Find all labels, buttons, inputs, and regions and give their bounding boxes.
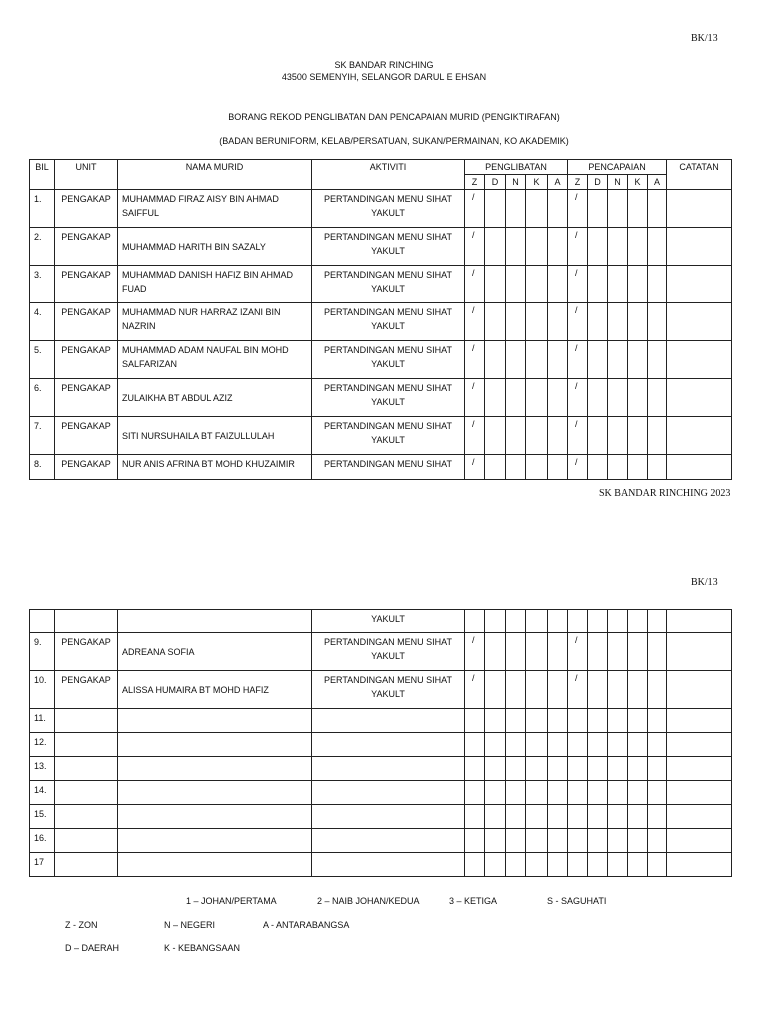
row-activity: PERTANDINGAN MENU SIHAT YAKULT (312, 633, 465, 671)
row-bil: 6. (30, 379, 55, 417)
row-name: NUR ANIS AFRINA BT MOHD KHUZAIMIR (118, 455, 312, 480)
pencapaian-z-mark: / (568, 303, 588, 341)
row-activity: PERTANDINGAN MENU SIHAT YAKULT (312, 303, 465, 341)
row-catatan (667, 633, 732, 671)
row-catatan (667, 379, 732, 417)
row-bil: 8. (30, 455, 55, 480)
pencapaian-z-mark: / (568, 671, 588, 709)
legend-negeri: N – NEGERI (164, 920, 216, 930)
sub-header-z: Z (568, 175, 588, 190)
table-row (30, 853, 732, 877)
table-row (30, 781, 732, 805)
penglibatan-z-mark: / (465, 190, 485, 228)
row-activity: PERTANDINGAN MENU SIHAT YAKULT (312, 228, 465, 266)
table-row (30, 709, 732, 733)
legend-saguhati: S - SAGUHATI (547, 896, 607, 906)
header-pencapaian: PENCAPAIAN (568, 160, 667, 175)
row-activity: PERTANDINGAN MENU SIHAT YAKULT (312, 266, 465, 303)
pencapaian-z-mark: / (568, 190, 588, 228)
table-row (30, 190, 732, 228)
row-activity: PERTANDINGAN MENU SIHAT YAKULT (312, 671, 465, 709)
school-address: 43500 SEMENYIH, SELANGOR DARUL E EHSAN (281, 72, 487, 82)
penglibatan-z-mark: / (465, 455, 485, 480)
legend-antarabangsa: A - ANTARABANGSA (263, 920, 350, 930)
row-activity: PERTANDINGAN MENU SIHAT (312, 455, 465, 480)
pencapaian-z-mark: / (568, 266, 588, 303)
row-name: MUHAMMAD NUR HARRAZ IZANI BIN NAZRIN (118, 303, 312, 341)
table-row (30, 379, 732, 417)
record-table-page1 (29, 159, 732, 480)
row-unit: PENGAKAP (55, 455, 118, 480)
row-unit: PENGAKAP (55, 303, 118, 341)
header-catatan: CATATAN (667, 160, 732, 190)
penglibatan-z-mark: / (465, 379, 485, 417)
header-penglibatan: PENGLIBATAN (465, 160, 568, 175)
row-bil: 9. (30, 633, 55, 671)
page-code: BK/13 (691, 33, 718, 44)
row-name: ALISSA HUMAIRA BT MOHD HAFIZ (118, 671, 312, 709)
sub-header-d: D (485, 175, 506, 190)
row-activity: PERTANDINGAN MENU SIHAT YAKULT (312, 341, 465, 379)
row-catatan (667, 671, 732, 709)
legend-daerah: D – DAERAH (65, 943, 120, 953)
pencapaian-z-mark: / (568, 633, 588, 671)
pencapaian-z-mark: / (568, 379, 588, 417)
row-name: MUHAMMAD DANISH HAFIZ BIN AHMAD FUAD (118, 266, 312, 303)
row-bil: 7. (30, 417, 55, 455)
pencapaian-z-mark: / (568, 228, 588, 266)
legend-johan: 1 – JOHAN/PERTAMA (186, 896, 277, 906)
row-name: ZULAIKHA BT ABDUL AZIZ (118, 379, 312, 417)
penglibatan-z-mark: / (465, 633, 485, 671)
row-bil: 5. (30, 341, 55, 379)
row-bil: 4. (30, 303, 55, 341)
table-row (30, 829, 732, 853)
table-row (30, 228, 732, 266)
row-name: MUHAMMAD HARITH BIN SAZALY (118, 228, 312, 266)
school-name: SK BANDAR RINCHING (334, 60, 434, 70)
row-activity: PERTANDINGAN MENU SIHAT YAKULT (312, 417, 465, 455)
sub-header-k: K (526, 175, 548, 190)
row-unit: PENGAKAP (55, 379, 118, 417)
row-name: MUHAMMAD FIRAZ AISY BIN AHMAD SAIFFUL (118, 190, 312, 228)
table-row (30, 303, 732, 341)
row-bil: 16. (30, 829, 55, 853)
sub-header-d: D (588, 175, 608, 190)
row-name: ADREANA SOFIA (118, 633, 312, 671)
row-name: SITI NURSUHAILA BT FAIZULLULAH (118, 417, 312, 455)
row-bil: 14. (30, 781, 55, 805)
row-unit: PENGAKAP (55, 671, 118, 709)
legend-zon: Z - ZON (65, 920, 98, 930)
form-subtitle: (BADAN BERUNIFORM, KELAB/PERSATUAN, SUKAN/PERMAINAN, KO AKADEMIK) (219, 136, 569, 146)
table-row (30, 757, 732, 781)
sub-header-a: A (648, 175, 667, 190)
row-bil: 13. (30, 757, 55, 781)
row-catatan (667, 190, 732, 228)
row-activity: YAKULT (312, 610, 465, 633)
table-row (30, 455, 732, 480)
row-bil: 1. (30, 190, 55, 228)
row-catatan (667, 455, 732, 480)
row-catatan (667, 266, 732, 303)
row-unit: PENGAKAP (55, 266, 118, 303)
legend-naib-johan: 2 – NAIB JOHAN/KEDUA (317, 896, 420, 906)
penglibatan-z-mark: / (465, 417, 485, 455)
row-bil: 17 (30, 853, 55, 877)
penglibatan-z-mark: / (465, 266, 485, 303)
table-row-continued (30, 610, 732, 633)
page-code: BK/13 (691, 577, 718, 588)
row-unit: PENGAKAP (55, 190, 118, 228)
header-bil: BIL (30, 160, 55, 190)
row-catatan (667, 228, 732, 266)
table-row (30, 633, 732, 671)
table-row (30, 266, 732, 303)
sub-header-z: Z (465, 175, 485, 190)
row-activity: PERTANDINGAN MENU SIHAT YAKULT (312, 190, 465, 228)
row-bil: 15. (30, 805, 55, 829)
row-unit: PENGAKAP (55, 341, 118, 379)
penglibatan-z-mark: / (465, 303, 485, 341)
table-row (30, 671, 732, 709)
row-unit: PENGAKAP (55, 633, 118, 671)
record-table-page2 (29, 609, 732, 877)
table-row (30, 733, 732, 757)
row-bil: 10. (30, 671, 55, 709)
sub-header-n: N (506, 175, 526, 190)
table-row (30, 805, 732, 829)
row-unit: PENGAKAP (55, 228, 118, 266)
pencapaian-z-mark: / (568, 417, 588, 455)
penglibatan-z-mark: / (465, 671, 485, 709)
row-catatan (667, 417, 732, 455)
row-bil: 2. (30, 228, 55, 266)
row-bil: 11. (30, 709, 55, 733)
legend-ketiga: 3 – KETIGA (449, 896, 498, 906)
pencapaian-z-mark: / (568, 455, 588, 480)
penglibatan-z-mark: / (465, 341, 485, 379)
header-unit: UNIT (55, 160, 118, 190)
table-row (30, 417, 732, 455)
row-bil: 3. (30, 266, 55, 303)
legend-kebangsaan: K - KEBANGSAAN (164, 943, 241, 953)
pencapaian-z-mark: / (568, 341, 588, 379)
header-activity: AKTIVITI (312, 160, 465, 190)
form-title: BORANG REKOD PENGLIBATAN DAN PENCAPAIAN MURID (PENGIKTIRAFAN) (228, 112, 560, 122)
header-name: NAMA MURID (118, 160, 312, 190)
row-catatan (667, 303, 732, 341)
table-row (30, 341, 732, 379)
row-unit: PENGAKAP (55, 417, 118, 455)
row-name: MUHAMMAD ADAM NAUFAL BIN MOHD SALFARIZAN (118, 341, 312, 379)
sub-header-a: A (548, 175, 568, 190)
sub-header-n: N (608, 175, 628, 190)
penglibatan-z-mark: / (465, 228, 485, 266)
page-footer: SK BANDAR RINCHING 2023 (599, 488, 731, 499)
row-bil: 12. (30, 733, 55, 757)
sub-header-k: K (628, 175, 648, 190)
row-activity: PERTANDINGAN MENU SIHAT YAKULT (312, 379, 465, 417)
row-catatan (667, 341, 732, 379)
